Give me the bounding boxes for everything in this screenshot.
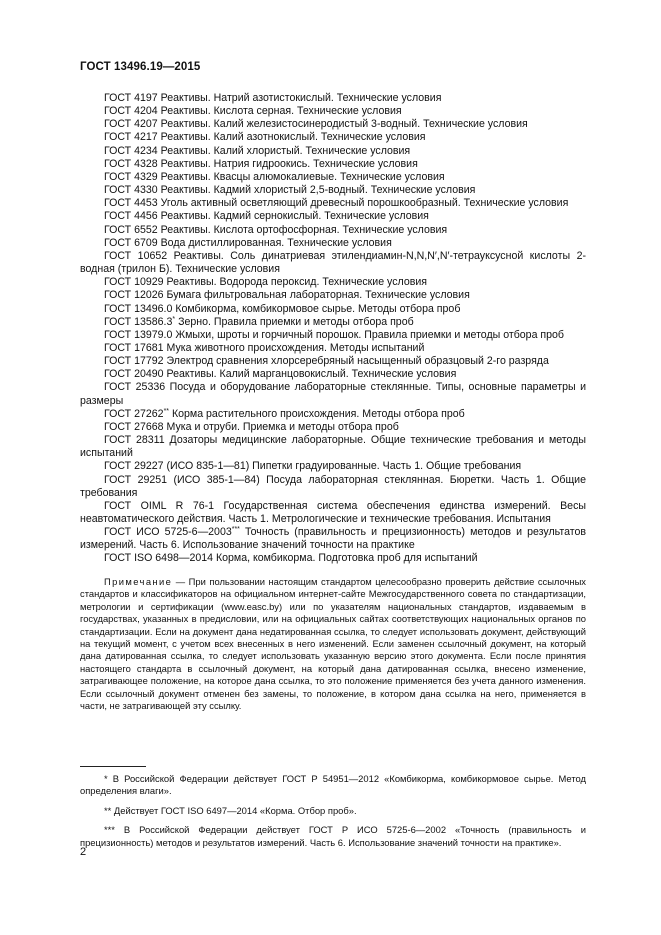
reference-item: ГОСТ 13979.0 Жмыхи, шроты и горчичный порошок. Правила приемки и методы отбора проб: [104, 328, 564, 341]
reference-item: ГОСТ 4328 Реактивы. Натрия гидроокись. Технические условия: [104, 157, 418, 170]
footnote-item: [80, 773, 586, 798]
footnote-mark: ***: [104, 824, 115, 836]
reference-code: ГОСТ ИСО 5725-6—2003: [104, 526, 232, 539]
reference-item: ГОСТ 4197 Реактивы. Натрий азотистокислый. Технические условия: [104, 92, 442, 104]
reference-item: ГОСТ 20490 Реактивы. Калий марганцовокислый. Технические условия: [104, 368, 457, 381]
reference-item: ГОСТ 17681 Мука животного происхождения. Методы испытаний: [104, 341, 425, 354]
footnote-item: [80, 805, 586, 817]
footnote-mark: *: [104, 773, 108, 784]
reference-item: ГОСТ 4207 Реактивы. Калий железистосинеродистый 3-водный. Технические условия: [104, 118, 528, 131]
footnote-text: В Российской Федерации действует ГОСТ Р 54951—2012 «Комбикорма, комбикормовое сырье. Метод определения влаги».: [80, 773, 586, 797]
footnote-separator: [80, 766, 146, 767]
note-paragraph: [80, 576, 586, 712]
reference-item: ГОСТ 10929 Реактивы. Водорода пероксид. Технические условия: [104, 276, 427, 289]
reference-item: ГОСТ 4234 Реактивы. Калий хлористый. Технические условия: [104, 144, 411, 157]
footnote-marker: ***: [231, 526, 240, 534]
reference-item: ГОСТ OIML R 76-1 Государственная система обеспечения единства измерений. Весы неавтоматического действия. Часть 1. Метрологические и технические требования. Испытания: [80, 499, 586, 525]
reference-item: ГОСТ 29251 (ИСО 385-1—84) Посуда лабораторная стеклянная. Бюретки. Часть 1. Общие требования: [80, 473, 586, 499]
reference-item: ГОСТ 27668 Мука и отруби. Приемка и методы отбора проб: [104, 420, 399, 433]
note-block: [80, 576, 586, 712]
reference-item: [80, 408, 586, 421]
footnote-text: Действует ГОСТ ISO 6497—2014 «Корма. Отбор проб».: [111, 804, 357, 816]
reference-item: ГОСТ 4204 Реактивы. Кислота серная. Технические условия: [104, 105, 402, 118]
reference-item: ГОСТ 12026 Бумага фильтровальная лабораторная. Технические условия: [104, 289, 470, 302]
reference-item: ГОСТ 25336 Посуда и оборудование лабораторные стеклянные. Типы, основные параметры и размеры: [80, 381, 586, 407]
reference-item: [80, 526, 586, 552]
document-header: ГОСТ 13496.19—2015: [80, 61, 201, 73]
note-text: — При пользовании настоящим стандартом целесообразно проверить действие ссылочных стандартов и классификаторов на официальном интернет-сайте Межгосударственного совета по стандартизации, метрологии и сертификации (www.easc.by) или по указателям национальных стандартов, издаваемым в государствах, указанных в предисловии, или на официальных сайтах соответствующих национальных органов по стандартизации. Если на документ дана недатированная ссылка, то следует использовать документ, действующий на текущий момент, с учетом всех внесенных в него изменений. Если заменен ссылочный документ, на который дана датированная ссылка, то следует использовать указанную версию этого документа. Если после принятия настоящего стандарта в ссылочный документ, на который дана датированная ссылка, внесено изменение, затрагивающее положение, на которое дана ссылка, то это положение применяется без учета данного изменения. Если ссылочный документ отменен без замены, то положение, в котором дана ссылка на него, применяется в части, не затрагивающей эту ссылку.: [80, 576, 586, 712]
reference-item: ГОСТ 4330 Реактивы. Кадмий хлористый 2,5-водный. Технические условия: [104, 184, 476, 197]
page-number: 2: [80, 846, 87, 858]
note-label: Примечание: [104, 576, 173, 587]
footnote-item: [80, 824, 586, 849]
reference-item: ГОСТ ISO 6498—2014 Корма, комбикорма. Подготовка проб для испытаний: [104, 552, 478, 565]
footnote-mark: **: [104, 804, 112, 816]
reference-item: ГОСТ 6552 Реактивы. Кислота ортофосфорная. Технические условия: [104, 223, 448, 236]
footnote-text: В Российской Федерации действует ГОСТ Р ИСО 5725-6—2002 «Точность (правильность и прецизионность) методов и результатов измерений. Часть 6. Использование значений точности на практике».: [80, 824, 586, 848]
reference-item: ГОСТ 4329 Реактивы. Квасцы алюмокалиевые. Технические условия: [104, 170, 445, 183]
reference-title: Зерно. Правила приемки и методы отбора проб: [175, 315, 414, 328]
reference-item: ГОСТ 17792 Электрод сравнения хлорсеребряный насыщенный образцовый 2-го разряда: [104, 355, 549, 368]
reference-item: ГОСТ 4217 Реактивы. Калий азотнокислый. Технические условия: [104, 131, 426, 144]
footnotes: [80, 773, 586, 856]
reference-title: Точность (правильность и прецизионность) методов и результатов измерений. Часть 6. Использование значений точности на практике: [80, 526, 586, 552]
reference-item: ГОСТ 4456 Реактивы. Кадмий сернокислый. Технические условия: [104, 210, 429, 223]
reference-item: [80, 316, 586, 329]
reference-item: ГОСТ 29227 (ИСО 835-1—81) Пипетки градуированные. Часть 1. Общие требования: [104, 460, 522, 473]
footnote-marker: *: [172, 315, 176, 323]
normative-references-list: [80, 92, 586, 566]
reference-item: ГОСТ 4453 Уголь активный осветляющий древесный порошкообразный. Технические условия: [104, 197, 569, 210]
reference-item: ГОСТ 13496.0 Комбикорма, комбикормовое сырье. Методы отбора проб: [104, 302, 461, 315]
reference-code: ГОСТ 27262: [104, 407, 164, 420]
reference-code: ГОСТ 13586.3: [104, 315, 173, 328]
reference-item: ГОСТ 6709 Вода дистиллированная. Технические условия: [104, 236, 392, 249]
footnote-marker: **: [163, 407, 170, 415]
reference-item: ГОСТ 10652 Реактивы. Соль динатриевая этилендиамин-N,N,N′,N′-тетрауксусной кислоты 2-водная (трилон Б). Технические условия: [80, 249, 586, 276]
reference-title: Корма растительного происхождения. Методы отбора проб: [169, 407, 465, 420]
reference-item: ГОСТ 28311 Дозаторы медицинские лабораторные. Общие технические требования и методы испытаний: [80, 434, 586, 460]
